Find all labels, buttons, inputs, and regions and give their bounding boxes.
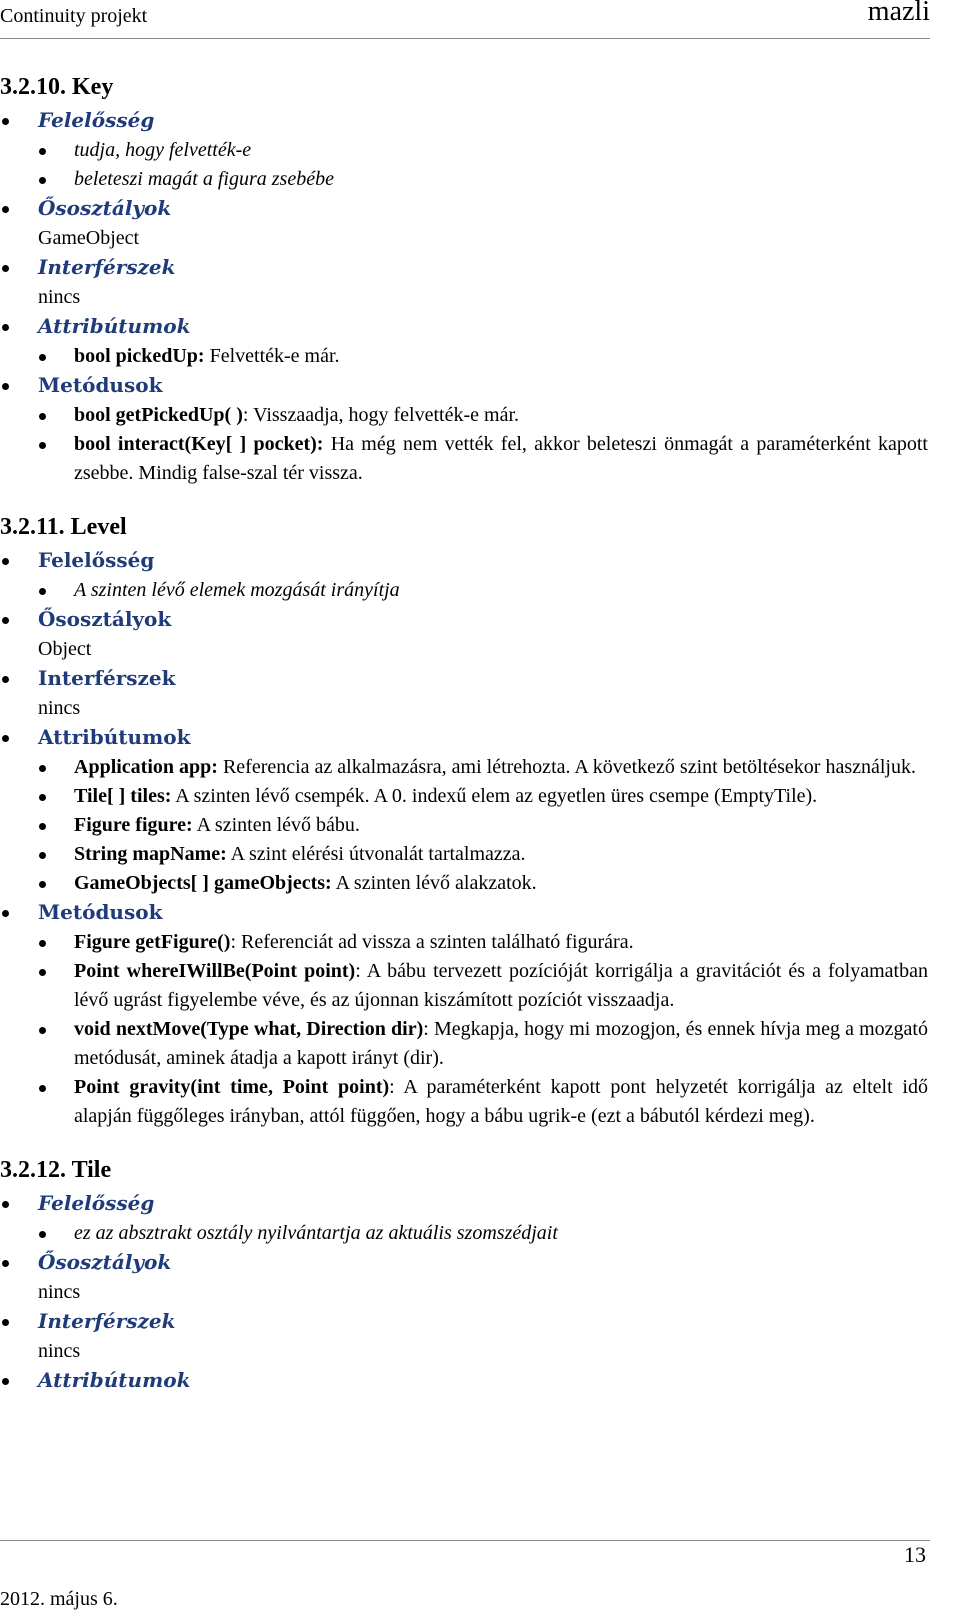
responsibility-item: tudja, hogy felvették-e xyxy=(0,136,928,165)
bullet-superclasses: Ősosztályok xyxy=(0,194,928,224)
method-item: bool interact(Key[ ] pocket): Ha még nem vették fel, akkor beleteszi önmagát a paraméterként kapott zsebbe. Mindig false-szal tér vissza. xyxy=(0,430,928,488)
superclass-value: GameObject xyxy=(38,227,140,249)
responsibility-item: ez az absztrakt osztály nyilvántartja az aktuális szomszédjait xyxy=(0,1219,928,1248)
responsibility-item: A szinten lévő elemek mozgását irányítja xyxy=(0,576,928,605)
method-item: void nextMove(Type what, Direction dir): Megkapja, hogy mi mozogjon, és ennek hívja meg a mozgató metódusát, aminek átadja a kapott irányt (dir). xyxy=(0,1015,928,1073)
bullet-superclasses: Ősosztályok xyxy=(0,1248,928,1278)
bullet-attributes: Attribútumok xyxy=(0,1366,928,1396)
method-item: bool getPickedUp( ): Visszaadja, hogy felvették-e már. xyxy=(0,401,928,430)
method-item: Point gravity(int time, Point point): A paraméterként kapott pont helyzetét korrigálja az eltelt idő alapján függőleges irányban, attól függően, hogy a bábu ugrik-e (ezt a bábutól kérdezi meg). xyxy=(0,1073,928,1131)
superclass-value: nincs xyxy=(38,1281,81,1303)
attribute-item: Tile[ ] tiles: A szinten lévő csempék. A 0. indexű elem az egyetlen üres csempe (EmptyTile). xyxy=(0,782,928,811)
bullet-methods: Metódusok xyxy=(0,898,928,928)
bullet-interfaces: Interférszek xyxy=(0,253,928,283)
section-tile xyxy=(0,1154,928,1396)
footer-rule xyxy=(0,1540,930,1541)
interfaces-value: nincs xyxy=(38,286,81,308)
attribute-item: Figure figure: A szinten lévő bábu. xyxy=(0,811,928,840)
bullet-responsibility: Felelősség xyxy=(0,546,928,576)
attribute-item: Application app: Referencia az alkalmazásra, ami létrehozta. A következő szint betöltésekor használjuk. xyxy=(0,753,928,782)
responsibility-item: beleteszi magát a figura zsebébe xyxy=(0,165,928,194)
header-project-name: Continuity projekt xyxy=(0,5,148,27)
section-title: 3.2.10. Key xyxy=(0,74,114,100)
attribute-item: GameObjects[ ] gameObjects: A szinten lévő alakzatok. xyxy=(0,869,928,898)
attribute-item: bool pickedUp: Felvették-e már. xyxy=(0,342,928,371)
bullet-attributes: Attribútumok xyxy=(0,312,928,342)
header-team-name: mazli xyxy=(867,0,930,27)
page-footer xyxy=(0,1540,930,1620)
bullet-methods: Metódusok xyxy=(0,371,928,401)
page-number: 13 xyxy=(904,1542,926,1567)
page-header xyxy=(0,0,930,34)
superclass-value: Object xyxy=(38,638,92,660)
method-item: Figure getFigure(): Referenciát ad vissza a szinten található figurára. xyxy=(0,928,928,957)
footer-date: 2012. május 6. xyxy=(0,1588,118,1610)
header-rule xyxy=(0,38,930,39)
bullet-superclasses: Ősosztályok xyxy=(0,605,928,635)
interfaces-value: nincs xyxy=(38,1340,81,1362)
section-level xyxy=(0,511,928,1131)
method-item: Point whereIWillBe(Point point): A bábu tervezett pozícióját korrigálja a gravitációt és a folyamatban lévő ugrást figyelembe véve, és az újonnan kiszámított pozíciót visszaadja. xyxy=(0,957,928,1015)
section-title: 3.2.12. Tile xyxy=(0,1157,112,1183)
bullet-interfaces: Interférszek xyxy=(0,664,928,694)
bullet-responsibility: Felelősség xyxy=(0,106,928,136)
bullet-interfaces: Interférszek xyxy=(0,1307,928,1337)
section-title: 3.2.11. Level xyxy=(0,514,127,540)
section-key xyxy=(0,71,928,488)
document-body xyxy=(0,68,928,1396)
attribute-item: String mapName: A szint elérési útvonalát tartalmazza. xyxy=(0,840,928,869)
interfaces-value: nincs xyxy=(38,697,81,719)
bullet-responsibility: Felelősség xyxy=(0,1189,928,1219)
bullet-attributes: Attribútumok xyxy=(0,723,928,753)
